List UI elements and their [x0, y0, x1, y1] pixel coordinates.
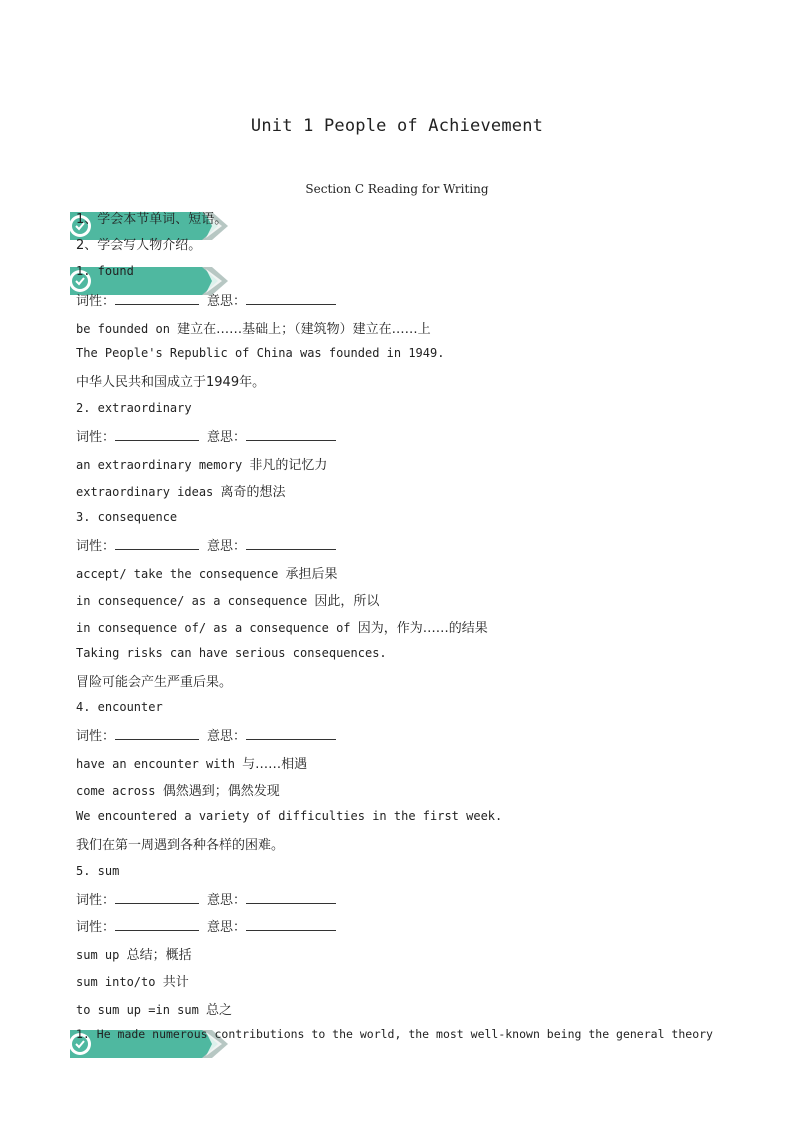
meaning-label: 意思：: [207, 920, 247, 935]
phrase-row: [76, 590, 379, 609]
phrase-cn: 因为，作为……的结果: [357, 621, 488, 636]
phrase-en: in consequence/ as a consequence: [76, 594, 315, 608]
example-sentence: Taking risks can have serious consequences.: [76, 646, 387, 660]
example-translation: 中华人民共和国成立于1949年。: [76, 375, 266, 390]
pos-blank[interactable]: [115, 292, 199, 305]
phrase-cn: 非凡的记忆力: [249, 458, 328, 473]
vocab-heading: 3. consequence: [76, 510, 178, 524]
pos-blank[interactable]: [115, 537, 199, 550]
vocab-heading: 1. found: [76, 264, 134, 278]
vocab-heading: 2. extraordinary: [76, 401, 192, 415]
pos-label: 词性：: [76, 920, 116, 935]
pos-blank[interactable]: [115, 428, 199, 441]
meaning-blank[interactable]: [246, 292, 336, 305]
phrase-row: [76, 999, 232, 1018]
phrase-cn: 偶然遇到；偶然发现: [162, 784, 280, 799]
meaning-label: 意思：: [207, 294, 247, 309]
meaning-label: 意思：: [207, 893, 247, 908]
phrase-row: [76, 454, 327, 473]
blank-row: [76, 889, 336, 908]
phrase-cn: 共计: [162, 975, 189, 990]
pos-blank[interactable]: [115, 727, 199, 740]
phrase-row: [76, 971, 189, 990]
pos-label: 词性：: [76, 729, 116, 744]
pos-label: 词性：: [76, 294, 116, 309]
meaning-blank[interactable]: [246, 727, 336, 740]
example-sentence: The People's Republic of China was founded in 1949.: [76, 346, 445, 360]
pos-label: 词性：: [76, 430, 116, 445]
phrase-en: sum into/to: [76, 975, 163, 989]
phrase-en: come across: [76, 784, 163, 798]
phrase-en: to sum up =in sum: [76, 1003, 207, 1017]
phrase-en: sum up: [76, 948, 127, 962]
vocab-heading: 5. sum: [76, 864, 120, 878]
phrase-en: in consequence of/ as a consequence of: [76, 621, 358, 635]
blank-row: [76, 426, 336, 445]
phrase-row: [76, 944, 192, 963]
meaning-label: 意思：: [207, 430, 247, 445]
phrase-cn: 因此，所以: [314, 594, 380, 609]
phrase-row: [76, 617, 488, 636]
phrase-en: be founded on: [76, 322, 178, 336]
phrase-row: [76, 481, 286, 500]
blank-row: [76, 290, 336, 309]
objective-item: 2、学会写人物介绍。: [76, 238, 202, 253]
phrase-row: [76, 753, 307, 772]
page-title: Unit 1 People of Achievement: [250, 116, 544, 136]
phrase-en: have an encounter with: [76, 757, 243, 771]
example-translation: 冒险可能会产生严重后果。: [76, 675, 233, 690]
meaning-blank[interactable]: [246, 537, 336, 550]
meaning-label: 意思：: [207, 729, 247, 744]
phrase-row: [76, 563, 338, 582]
phrase-cn: 建立在……基础上；（建筑物）建立在……上: [177, 322, 431, 337]
meaning-blank[interactable]: [246, 918, 336, 931]
pos-label: 词性：: [76, 893, 116, 908]
phrase-cn: 总之: [206, 1003, 233, 1018]
phrase-en: an extraordinary memory: [76, 458, 250, 472]
phrase-cn: 总结；概括: [126, 948, 192, 963]
phrase-en: accept/ take the consequence: [76, 567, 286, 581]
meaning-label: 意思：: [207, 539, 247, 554]
pos-label: 词性：: [76, 539, 116, 554]
meaning-blank[interactable]: [246, 428, 336, 441]
phrase-cn: 承担后果: [285, 567, 338, 582]
example-sentence: We encountered a variety of difficulties in the first week.: [76, 809, 503, 823]
meaning-blank[interactable]: [246, 891, 336, 904]
key-sentence: 1. He made numerous contributions to the world, the most well-known being the general theory: [76, 1027, 713, 1041]
phrase-row: [76, 318, 431, 337]
pos-blank[interactable]: [115, 891, 199, 904]
objective-item: 1、学会本节单词、短语。: [76, 212, 228, 227]
phrase-row: [76, 780, 280, 799]
phrase-cn: 与……相遇: [242, 757, 308, 772]
blank-row: [76, 725, 336, 744]
phrase-en: extraordinary ideas: [76, 485, 221, 499]
vocab-heading: 4. encounter: [76, 700, 163, 714]
example-translation: 我们在第一周遇到各种各样的困难。: [76, 838, 285, 853]
section-subtitle: Section C Reading for Writing: [305, 182, 489, 196]
pos-blank[interactable]: [115, 918, 199, 931]
blank-row: [76, 535, 336, 554]
phrase-cn: 离奇的想法: [220, 485, 286, 500]
blank-row: [76, 916, 336, 935]
